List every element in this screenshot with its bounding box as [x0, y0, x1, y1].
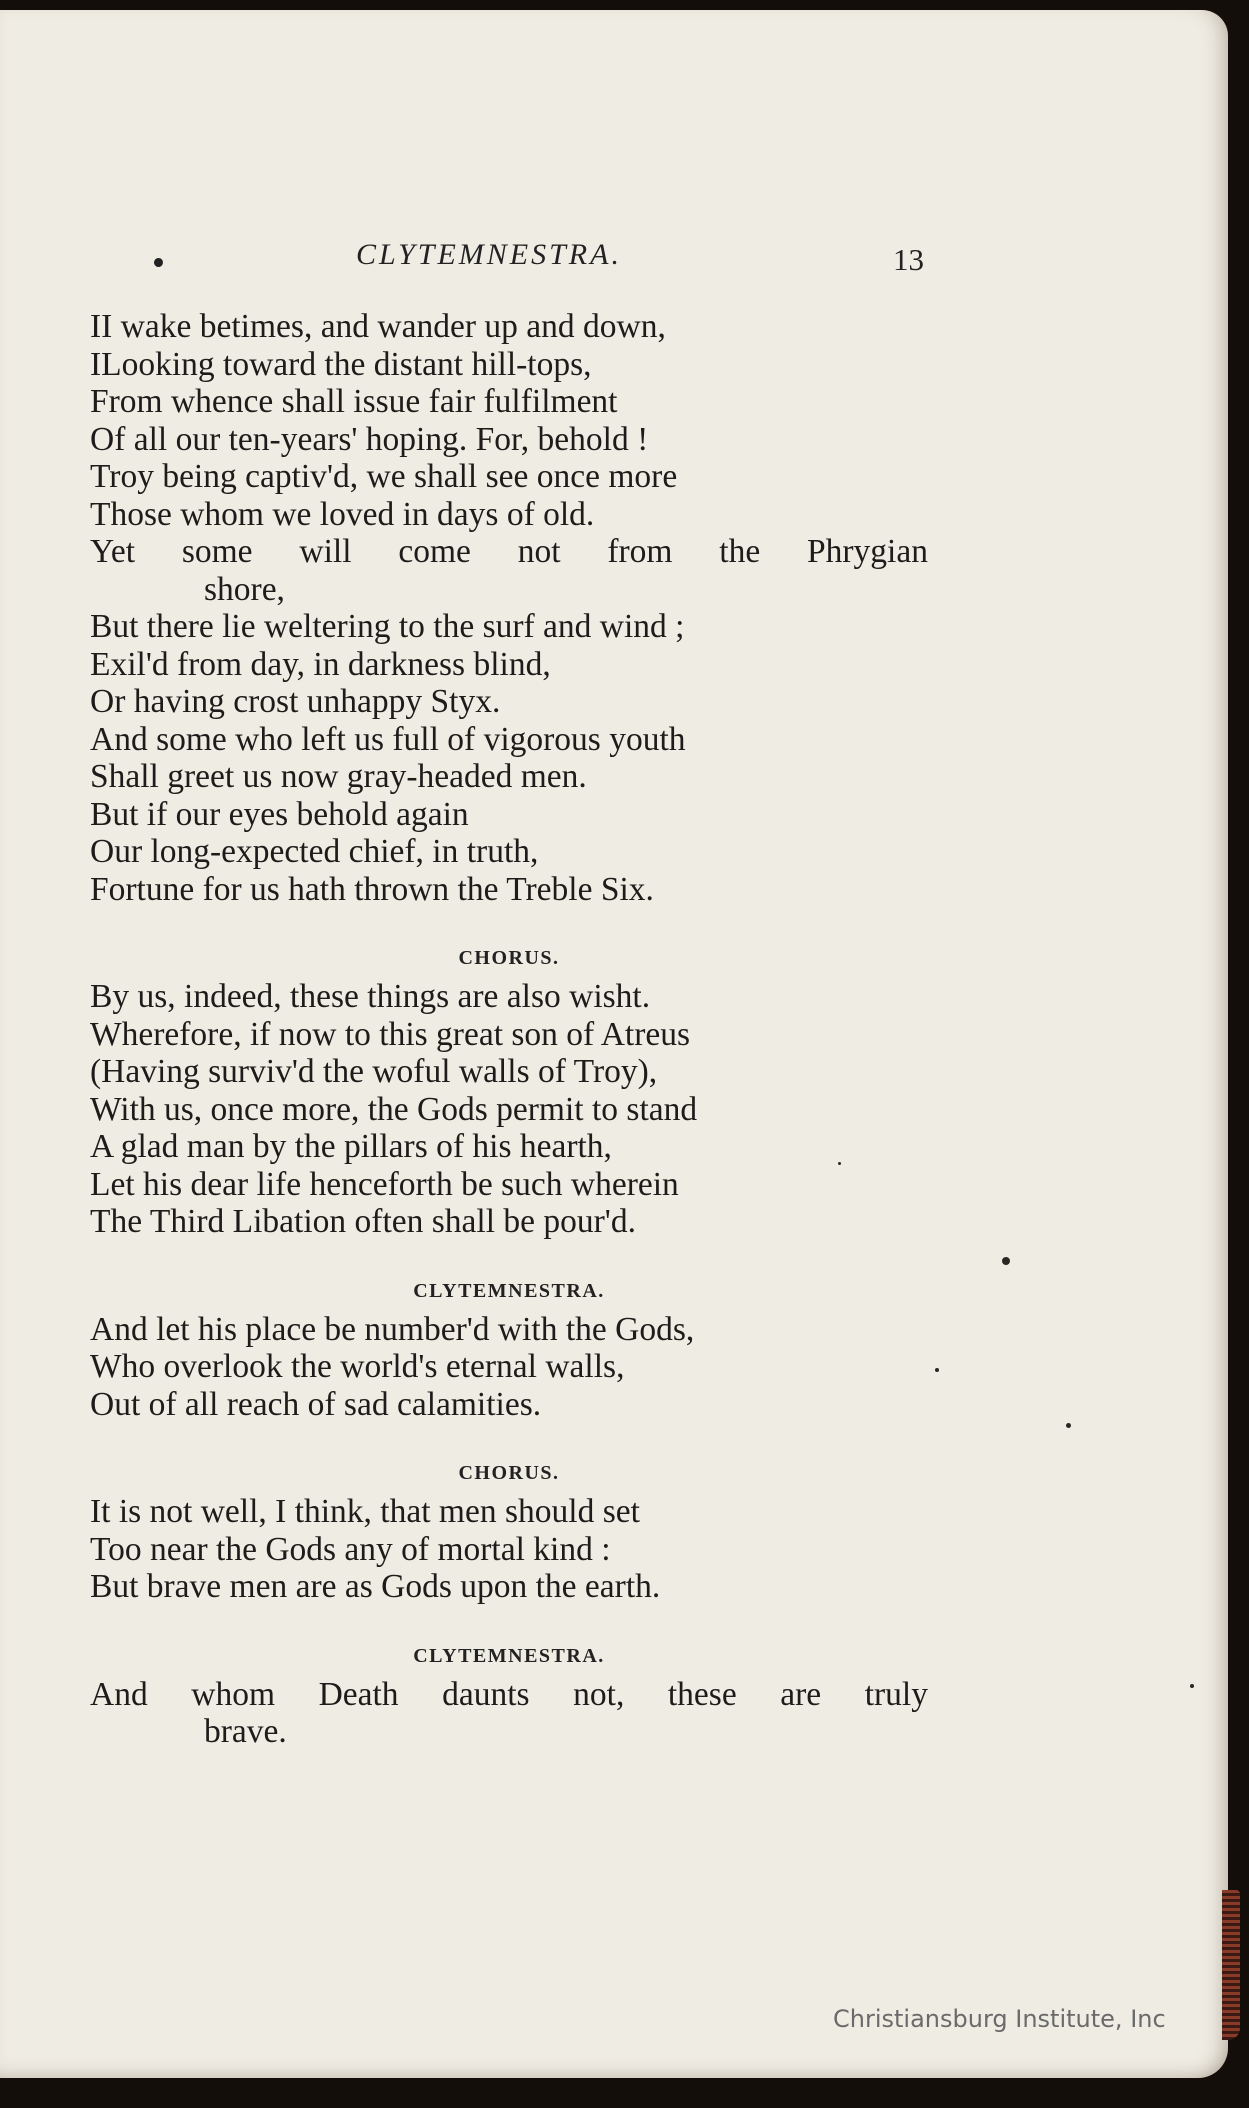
- verse-line: But brave men are as Gods upon the earth.: [90, 1568, 661, 1605]
- verse-line: A glad man by the pillars of his hearth,: [90, 1128, 612, 1165]
- verse-line: It is not well, I think, that men should set: [90, 1493, 640, 1530]
- running-title: CLYTEMNESTRA.: [356, 238, 622, 271]
- page-edge: [1222, 1890, 1240, 2040]
- ink-speck: [1002, 1257, 1010, 1265]
- page-number: 13: [893, 242, 924, 277]
- verse-line: Or having crost unhappy Styx.: [90, 683, 501, 720]
- stanza-clytemnestra: [90, 1311, 940, 1424]
- verse-line-continuation: brave.: [204, 1713, 287, 1750]
- verse-line: Shall greet us now gray-headed men.: [90, 758, 587, 795]
- ink-speck: [1190, 1684, 1194, 1688]
- verse-line: Fortune for us hath thrown the Treble Six.: [90, 870, 654, 908]
- speaker-heading: CLYTEMNESTRA.: [413, 1279, 605, 1302]
- ink-speck: [935, 1368, 939, 1372]
- verse-line: Troy being captiv'd, we shall see once more: [90, 458, 678, 495]
- verse-line: And some who left us full of vigorous youth: [90, 720, 686, 758]
- stanza-chorus: [90, 978, 940, 1241]
- verse-line: Our long-expected chief, in truth,: [90, 833, 539, 870]
- verse-line: But if our eyes behold again: [90, 795, 469, 833]
- verse-line: From whence shall issue fair fulfilment: [90, 383, 618, 420]
- verse-line: And whom Death daunts not, these are truly: [90, 1675, 928, 1713]
- verse-line: Wherefore, if now to this great son of Atreus: [90, 1015, 691, 1053]
- stanza-chorus: [90, 1493, 940, 1606]
- verse-line: II wake betimes, and wander up and down,: [90, 308, 666, 345]
- verse-line: Out of all reach of sad calamities.: [90, 1385, 542, 1423]
- speaker-heading: CLYTEMNESTRA.: [413, 1644, 605, 1667]
- verse-line: ILooking toward the distant hill-tops,: [90, 345, 592, 383]
- speaker-heading: CHORUS.: [458, 1462, 560, 1484]
- verse-line: Those whom we loved in days of old.: [90, 495, 595, 533]
- ink-speck: [153, 257, 165, 269]
- ink-speck: [1066, 1423, 1071, 1428]
- verse-line-continuation: shore,: [204, 570, 285, 608]
- verse-line: Who overlook the world's eternal walls,: [90, 1348, 625, 1385]
- page-header: [0, 238, 1228, 288]
- speaker-heading: CHORUS.: [458, 947, 560, 969]
- verse-line: Exil'd from day, in darkness blind,: [90, 645, 551, 683]
- verse-line: Yet some will come not from the Phrygian: [90, 533, 928, 570]
- verse-line: Too near the Gods any of mortal kind :: [90, 1530, 611, 1568]
- verse-line: And let his place be number'd with the Gods,: [90, 1310, 695, 1348]
- stanza-clytemnestra: [90, 1676, 940, 1751]
- book-page: [0, 10, 1228, 2078]
- verse-line: By us, indeed, these things are also wisht.: [90, 978, 651, 1015]
- verse-line: Of all our ten-years' hoping. For, behold !: [90, 420, 649, 458]
- verse-line: (Having surviv'd the woful walls of Troy),: [90, 1053, 658, 1090]
- watermark: Christiansburg Institute, Inc: [833, 2005, 1166, 2033]
- ink-speck: [838, 1162, 841, 1165]
- verse-line: With us, once more, the Gods permit to stand: [90, 1090, 698, 1128]
- poem-text: [90, 308, 940, 1751]
- verse-line: But there lie weltering to the surf and wind ;: [90, 608, 685, 645]
- verse-line: The Third Libation often shall be pour'd.: [90, 1203, 636, 1240]
- stanza-clytemnestra: [90, 308, 940, 908]
- verse-line: Let his dear life henceforth be such wherein: [90, 1165, 679, 1203]
